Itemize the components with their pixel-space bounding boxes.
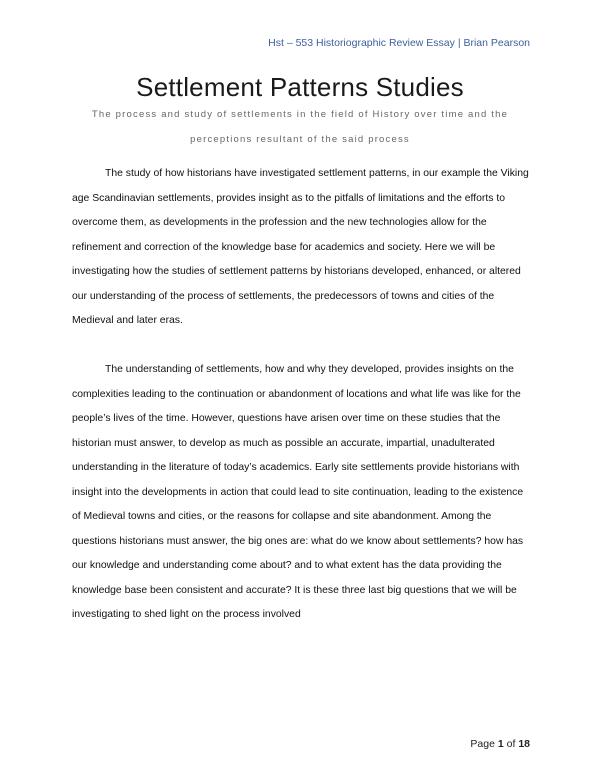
total-pages-number: 18	[518, 738, 530, 750]
page-label: Page	[470, 738, 495, 750]
body-paragraph: The study of how historians have investigated settlement patterns, in our example the Viking age Scandinavian settlements, provides insight as to the pitfalls of limitations and the efforts to overcome them, as developments in the profession and the new technologies allow for the refinement and correction of the knowledge base for academics and society. Here we will be investigating how the studies of settlement patterns by historians developed, enhanced, or altered our understanding of the process of settlements, the predecessors of towns and cities of the Medieval and later eras.	[72, 168, 529, 326]
document-title: Settlement Patterns Studies	[136, 72, 464, 102]
running-header: Hst – 553 Historiographic Review Essay | Brian Pearson	[268, 37, 530, 49]
document-subtitle: The process and study of settlements in the field of History over time and the perceptions resultant of the said process	[91, 109, 509, 145]
current-page-number: 1	[497, 738, 504, 750]
body-paragraph: The understanding of settlements, how and why they developed, provides insights on the complexities leading to the continuation or abandonment of locations and what life was like for the people’s lives of the time. However, questions have arisen over time on these studies that the historian must answer, to develop as much as possible an accurate, impartial, unadulterated understanding in the literature of today’s academics. Early site settlements provide historians with insight into the developments in action that could lead to site continuation, leading to the existence of Medieval towns and cities, or the reasons for collapse and site abandonment. Among the questions historians must answer, the big ones are: what do we know about settlements? how has our knowledge and understanding come about? and to what extent has the data providing the knowledge base been consistent and accurate? It is these three last big questions that we will be investigating to shed light on the process involved	[72, 364, 524, 620]
page-number-footer	[470, 738, 530, 750]
of-label: of	[506, 738, 516, 750]
document-body	[72, 162, 530, 628]
